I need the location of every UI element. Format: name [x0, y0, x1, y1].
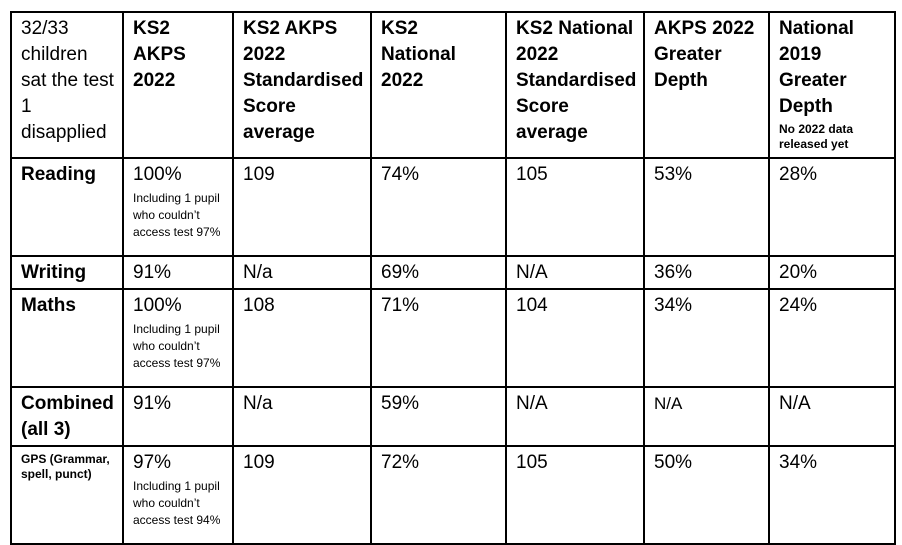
row-label: Writing: [11, 256, 123, 289]
col-header-national: KS2 National 2022: [371, 12, 506, 158]
akps-cell: 91%: [123, 387, 233, 446]
akps-cell: 91%: [123, 256, 233, 289]
akps-note: Including 1 pupil who couldn’t access test 94%: [133, 479, 221, 527]
akps-value: 100%: [133, 164, 182, 185]
results-table: [10, 11, 896, 545]
national-cell: 74%: [371, 158, 506, 256]
akps-score-cell: N/a: [233, 387, 371, 446]
col-header-national-score: KS2 National 2022 Standardised Score average: [506, 12, 644, 158]
akps-score-cell: N/a: [233, 256, 371, 289]
header-row: [11, 12, 895, 158]
table-row: [11, 446, 895, 544]
akps-gd-cell: 50%: [644, 446, 769, 544]
national-cell: 72%: [371, 446, 506, 544]
akps-note: Including 1 pupil who couldn’t access test 97%: [133, 191, 221, 239]
akps-cell: [123, 446, 233, 544]
col-header-national-gd: [769, 12, 895, 158]
national-gd-cell: 24%: [769, 289, 895, 387]
national-cell: 69%: [371, 256, 506, 289]
row-label-cell: [11, 446, 123, 544]
row-label: GPS (Grammar, spell, punct): [21, 452, 110, 481]
akps-note: Including 1 pupil who couldn’t access test 97%: [133, 322, 221, 370]
national-gd-cell: 28%: [769, 158, 895, 256]
national-cell: 59%: [371, 387, 506, 446]
akps-score-cell: 109: [233, 158, 371, 256]
akps-score-cell: 109: [233, 446, 371, 544]
national-gd-cell: 34%: [769, 446, 895, 544]
row-label: Reading: [11, 158, 123, 256]
national-score-cell: 105: [506, 158, 644, 256]
national-score-cell: N/A: [506, 387, 644, 446]
corner-header: 32/33 children sat the test 1 disapplied: [11, 12, 123, 158]
akps-cell: [123, 289, 233, 387]
national-score-cell: 105: [506, 446, 644, 544]
national-gd-cell: 20%: [769, 256, 895, 289]
national-gd-cell: N/A: [769, 387, 895, 446]
col-header-note: No 2022 data released yet: [779, 122, 854, 151]
col-header-akps-score: KS2 AKPS 2022 Standardised Score average: [233, 12, 371, 158]
akps-gd-cell: N/A: [644, 387, 769, 446]
col-header-akps: KS2 AKPS 2022: [123, 12, 233, 158]
akps-value: 97%: [133, 452, 172, 473]
row-label: Maths: [11, 289, 123, 387]
table-row: [11, 256, 895, 289]
table-row: [11, 387, 895, 446]
national-score-cell: 104: [506, 289, 644, 387]
national-cell: 71%: [371, 289, 506, 387]
akps-score-cell: 108: [233, 289, 371, 387]
akps-gd-cell: 36%: [644, 256, 769, 289]
akps-gd-cell: 34%: [644, 289, 769, 387]
akps-cell: [123, 158, 233, 256]
national-score-cell: N/A: [506, 256, 644, 289]
table-row: [11, 289, 895, 387]
col-header-akps-gd: AKPS 2022 Greater Depth: [644, 12, 769, 158]
col-header-national-gd-label: National 2019 Greater Depth: [779, 18, 854, 117]
row-label: Combined (all 3): [11, 387, 123, 446]
table-row: [11, 158, 895, 256]
akps-value: 100%: [133, 295, 182, 316]
akps-gd-cell: 53%: [644, 158, 769, 256]
